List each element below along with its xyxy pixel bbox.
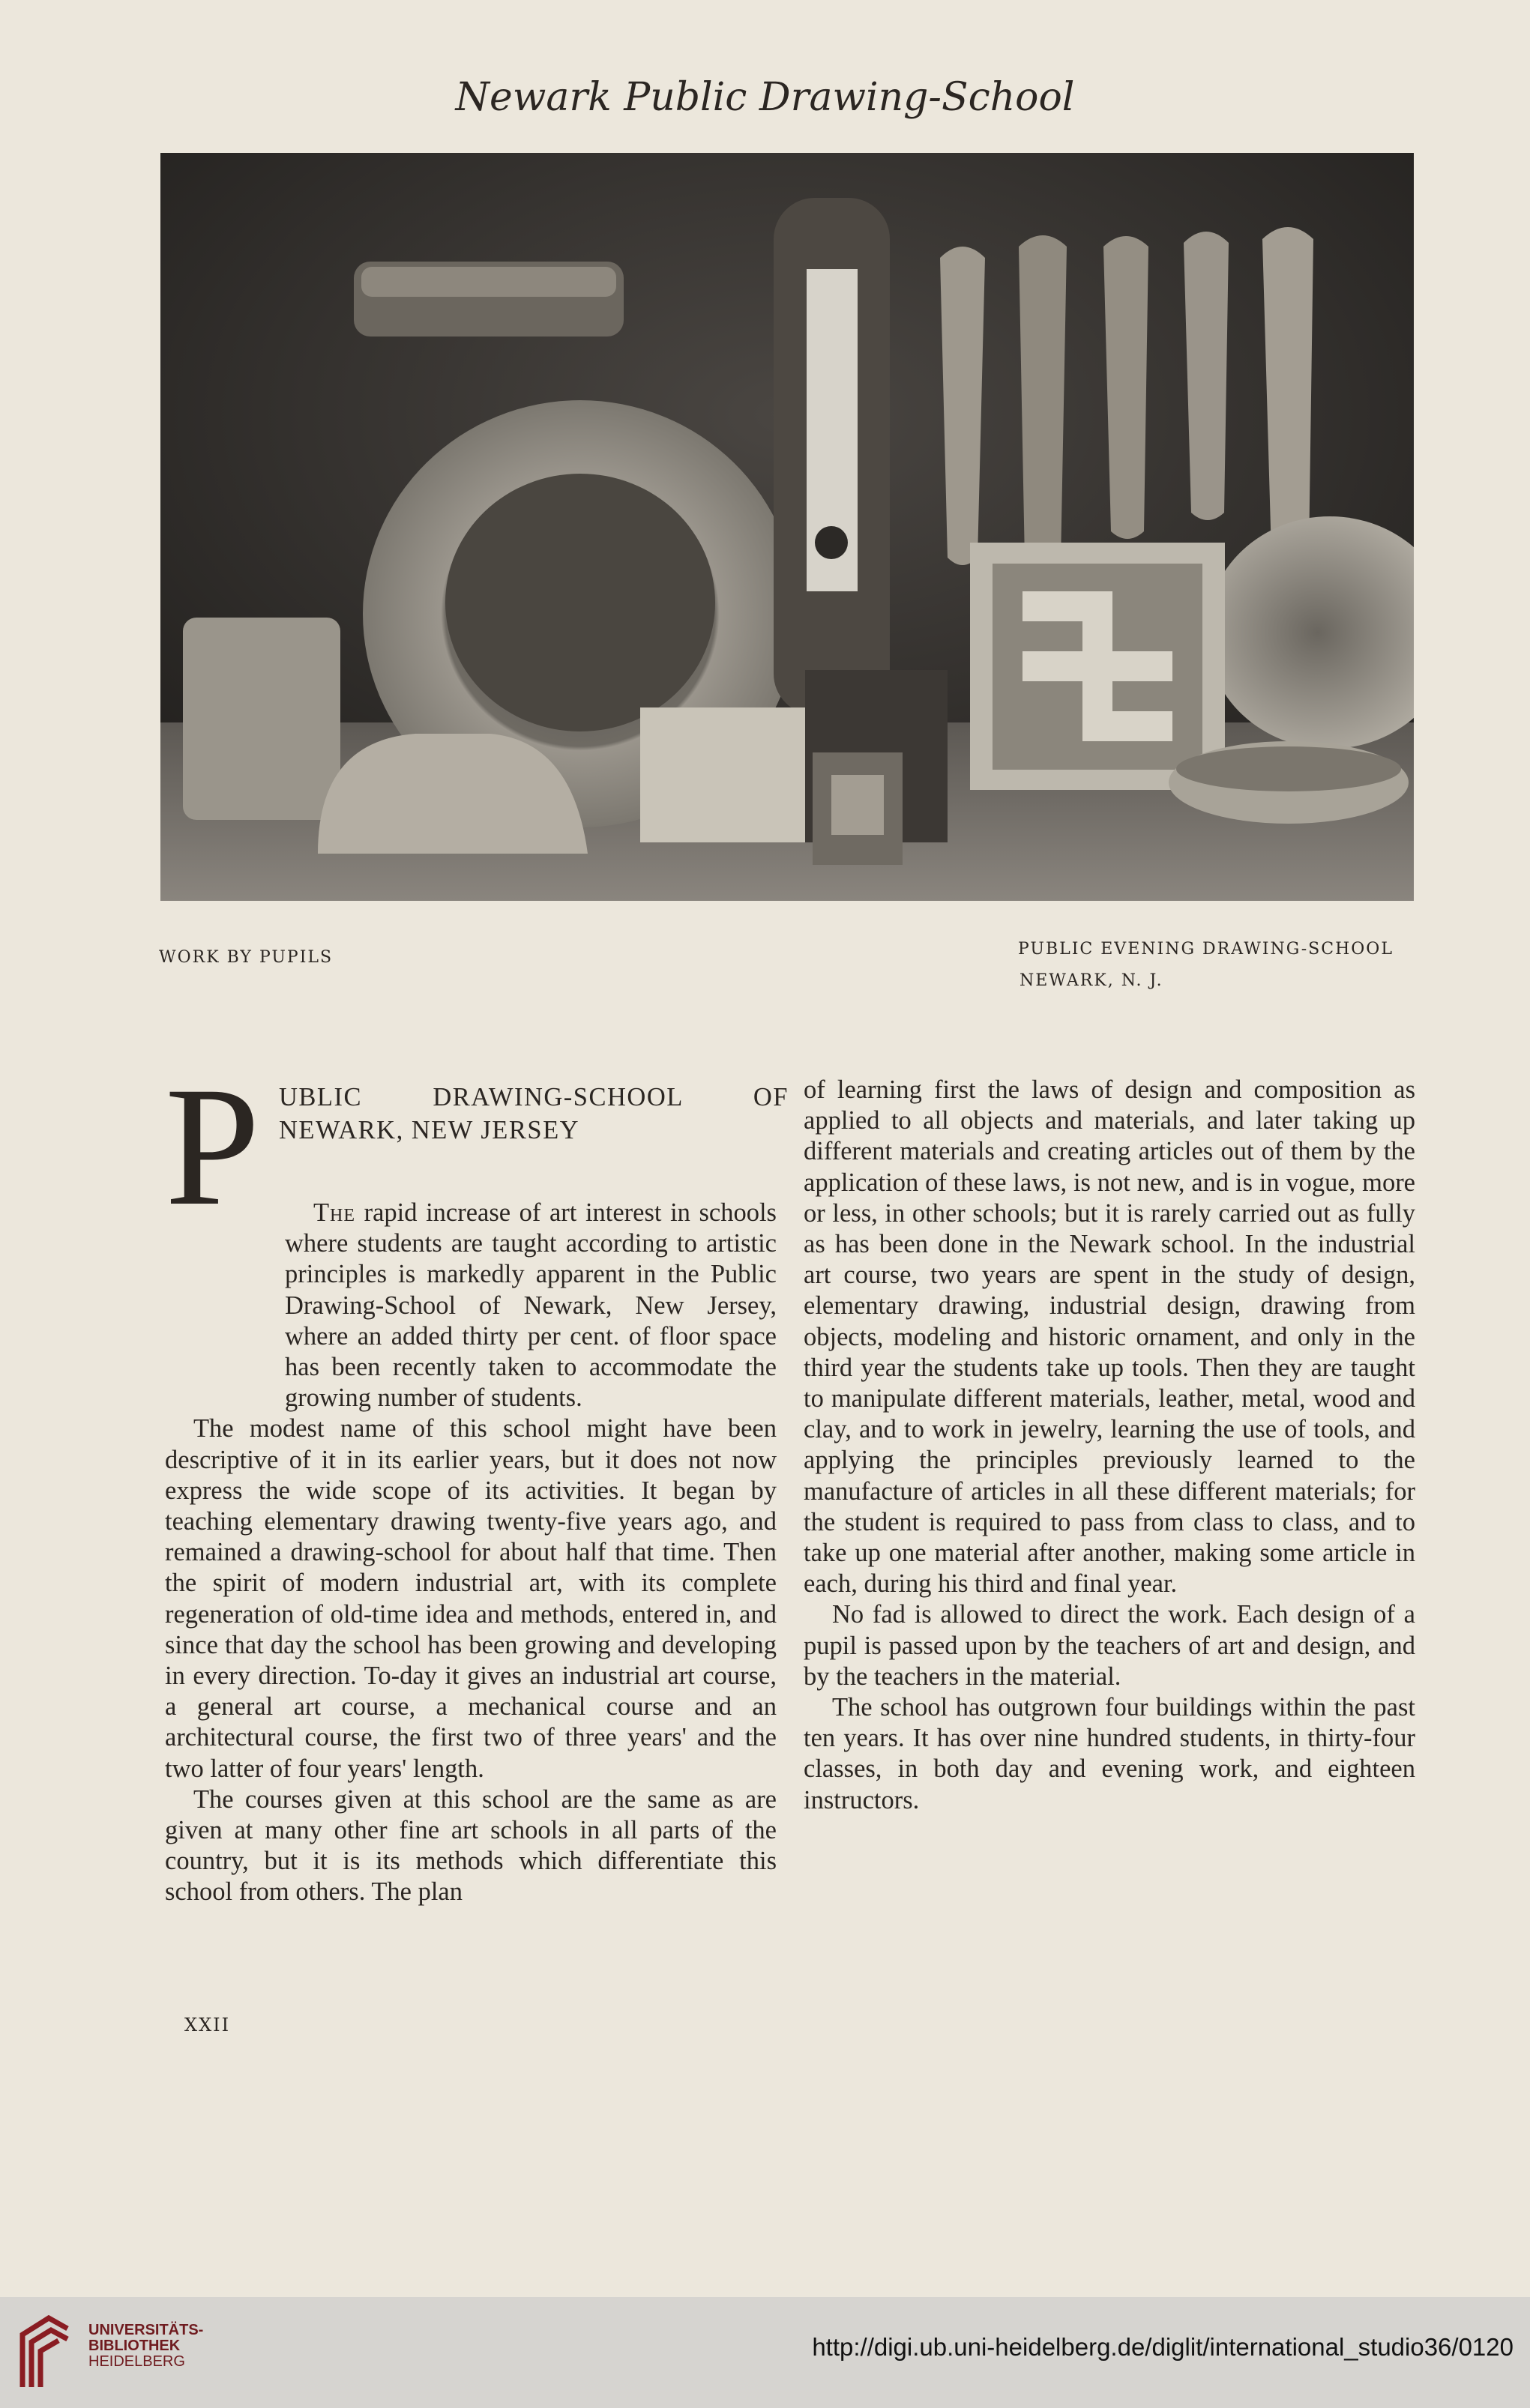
library-name-line-1: UNIVERSITÄTS- xyxy=(88,2322,204,2338)
first-word: The xyxy=(313,1198,356,1227)
drop-cap: P xyxy=(165,1052,260,1241)
caption-right-line-2: NEWARK, N. J. xyxy=(1020,971,1163,990)
library-name-line-3: HEIDELBERG xyxy=(88,2353,185,2370)
paragraph-5: The school has outgrown four buildings within the past ten years. It has over nine hundred students, in thirty-four classes, in both day and evening work, and eighteen instructors. xyxy=(804,1693,1415,1814)
running-head: Newark Public Drawing-School xyxy=(455,75,1075,120)
photo-illustration xyxy=(160,153,1414,901)
paragraph-3: The courses given at this school are the same as are given at many other fine art schools in all parts of the country, but it is its methods which differentiate this school from others. The plan xyxy=(165,1784,777,1907)
caption-right-line-1: PUBLIC EVENING DRAWING-SCHOOL xyxy=(1018,940,1394,959)
photograph xyxy=(160,153,1414,901)
text-column-right xyxy=(804,1075,1415,1816)
article-heading: UBLIC DRAWING-SCHOOL OF NEWARK, NEW JERSEY xyxy=(279,1083,789,1144)
photo-caption-left: WORK BY PUPILS xyxy=(159,948,334,967)
first-paragraph-text: rapid increase of art interest in schools where students are taught according to artistic principles is markedly apparent in the Public Drawing-School of Newark, New Jersey, where an added thirty per cent. of floor space has been recently taken to accommodate the growing number of students. xyxy=(285,1198,777,1413)
paragraph-4: No fad is allowed to direct the work. Each design of a pupil is passed upon by the teachers of art and design, and by the teachers in the material. xyxy=(804,1600,1415,1691)
first-paragraph xyxy=(165,1198,777,1413)
library-footer xyxy=(0,2297,1530,2408)
page-number: XXII xyxy=(184,2015,231,2036)
source-url[interactable]: http://digi.ub.uni-heidelberg.de/diglit/international_studio36/0120 xyxy=(812,2333,1514,2361)
text-column-left xyxy=(165,1052,789,1908)
paragraph-2: The modest name of this school might have been descriptive of it in its earlier years, but it does not now express the wide scope of its activities. It began by teaching elementary drawing twenty-five years ago, and remained a drawing-school for about half that time. Then the spirit of modern industrial art, with its complete regeneration of old-time idea and methods, entered in, and since that day the school has been growing and developing in every direction. To-day it gives an industrial art course, a general art course, a mechanical course and an architectural course, the first two of three years' and the two latter of four years' length. xyxy=(165,1414,777,1783)
library-logo-icon xyxy=(15,2312,75,2395)
library-name xyxy=(88,2323,203,2370)
library-name-line-2: BIBLIOTHEK xyxy=(88,2338,181,2354)
photo-caption-right xyxy=(1018,934,1394,997)
paragraph-3-continued: of learning first the laws of design and composition as applied to all objects and materials, and later taking up different materials and creating articles out of them by the application of these laws, is not new, and is in vogue, more or less, in other schools; but it is rarely carried out as fully as has been done in the Newark school. In the industrial art course, two years are spent in the study of design, elementary drawing, industrial design, drawing from objects, modeling and historic ornament, and only in the third year the students take up tools. Then they are taught to manipulate different materials, leather, metal, wood and clay, and to work in jewelry, learning the use of tools, and applying the principles previously learned to the manufacture of articles in all these different materials; for the student is required to pass from class to class, and to take up one material after another, making some article in each, during his third and final year. xyxy=(804,1075,1415,1599)
